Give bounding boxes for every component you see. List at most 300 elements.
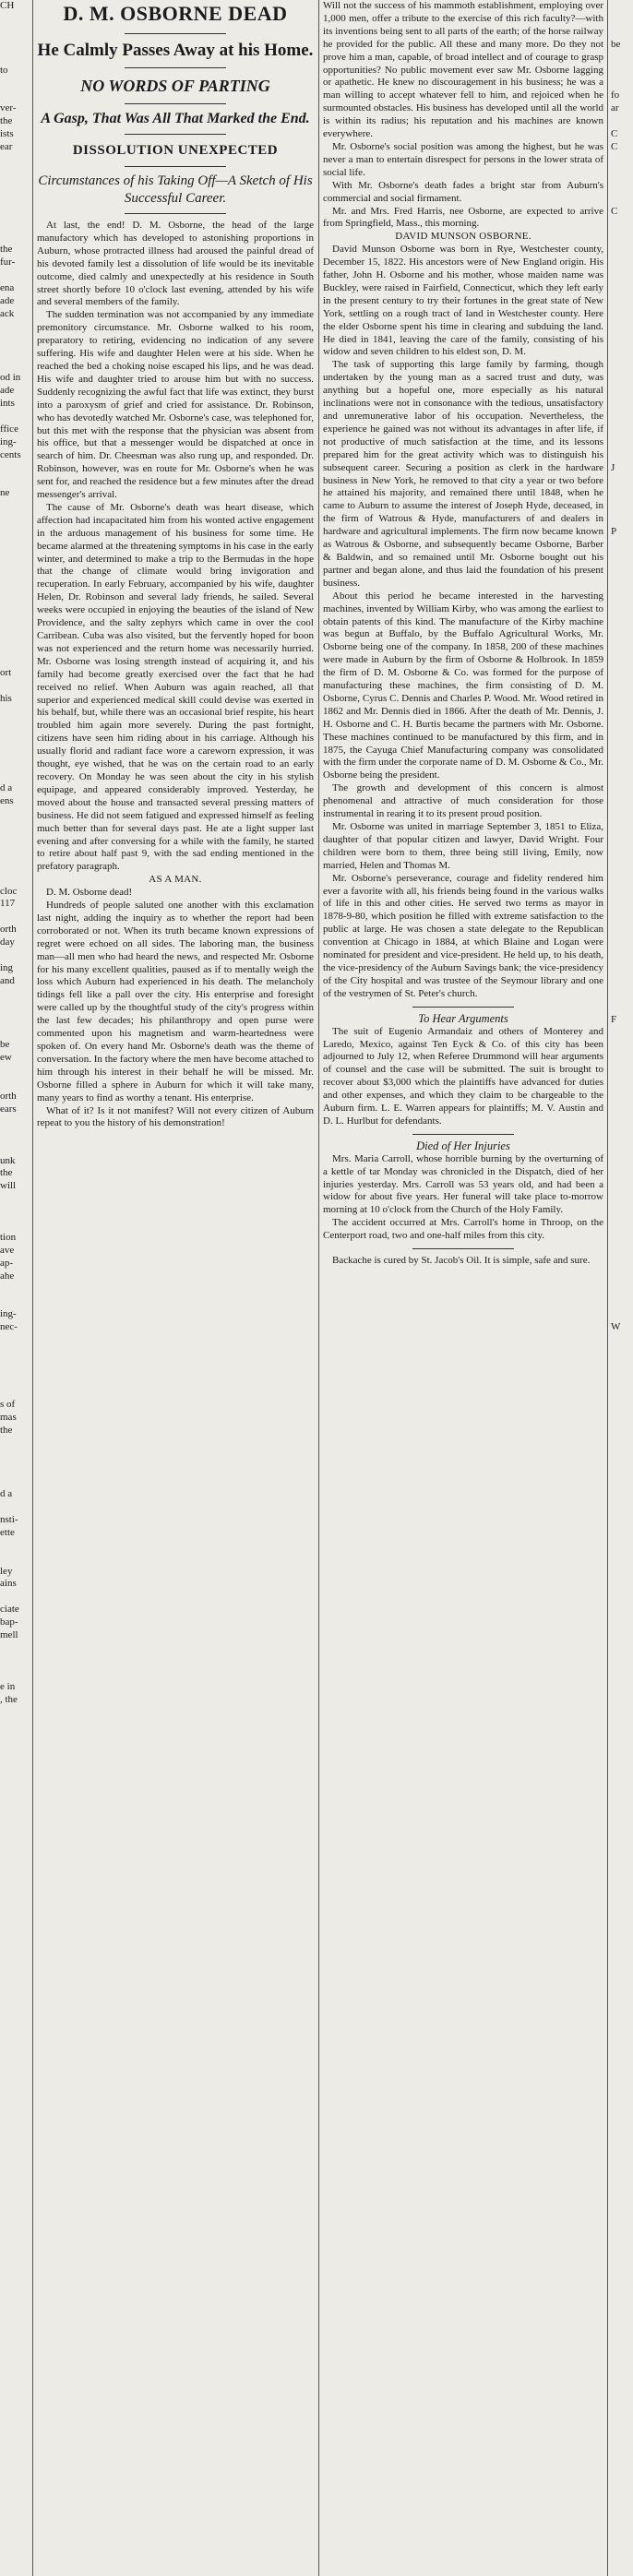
article-paragraph: Mrs. Maria Carroll, whose horrible burning by the overturning of a kettle of tar Monday was chronicled in the Dispatch, died of her injuries yesterday. Mrs. Carroll was 53 years old, and had been a widow for about five years. Her funeral will take place to-morrow morning at 10 o'clock from the Church of the Holy Family. [323, 1152, 603, 1216]
column-fragment [0, 52, 28, 65]
column-fragment [0, 949, 28, 962]
column-fragment: ens [0, 795, 14, 807]
column-fragment: ade [0, 385, 15, 397]
column-fragment [0, 13, 28, 26]
column-fragment [611, 808, 633, 821]
column-fragment: the [0, 115, 13, 127]
column-fragment [0, 860, 28, 873]
column-fragment: bap- [0, 1616, 18, 1628]
deck-divider [125, 213, 226, 214]
column-fragment [611, 1180, 633, 1193]
column-fragment [611, 26, 633, 39]
column-fragment: d a [0, 1488, 13, 1500]
column-fragment [0, 1540, 28, 1553]
column-fragment: tion [0, 1232, 17, 1243]
column-fragment [611, 1258, 633, 1270]
column-fragment [611, 706, 633, 719]
column-fragment [0, 603, 28, 616]
column-fragment: ap- [0, 1257, 14, 1269]
column-fragment [611, 962, 633, 975]
column-fragment [611, 667, 633, 680]
column-fragment [611, 167, 633, 180]
column-fragment [611, 578, 633, 590]
column-fragment [0, 1475, 28, 1488]
column-fragment [0, 641, 28, 654]
column-fragment [0, 193, 28, 206]
column-fragment [611, 719, 633, 732]
column-fragment: ne [0, 487, 10, 499]
column-fragment [611, 782, 633, 795]
column-fragment: unk [0, 1154, 16, 1166]
column-fragment [0, 206, 28, 219]
column-fragment [0, 269, 28, 282]
column-fragment [611, 1373, 633, 1386]
column-fragment [0, 654, 28, 667]
deck-divider [125, 166, 226, 167]
column-fragment [0, 1283, 28, 1296]
column-fragment [611, 949, 633, 962]
column-fragment [611, 616, 633, 629]
column-fragment: to [0, 64, 8, 76]
column-fragment [0, 1219, 28, 1232]
article-paragraph: At last, the end! D. M. Osborne, the head of the large manufactory which has developed to astonishing proportions in Auburn, whose protracted illness had aroused the painful dread of his devoted family lest a dissolution of life would be its inevitable outcome, died calmly and unexpectedly at his residence in South street shortly before 10 o'clock last evening, attended by his wife and several members of the family. [37, 220, 314, 308]
column-fragment: d a [0, 782, 13, 794]
column-fragment [0, 1129, 28, 1142]
column-rule [607, 0, 608, 2576]
column-fragment [611, 115, 633, 128]
column-fragment: the [0, 1424, 13, 1436]
column-fragment [611, 911, 633, 924]
deck-a-gasp: A Gasp, That Was All That Marked the End. [41, 111, 310, 126]
column-fragment: day [0, 936, 15, 948]
article-paragraph: About this period he became interested in the harvesting machines, invented by William Kirby, who was among the earliest to obtain patents of this kind. The manufacture of the Kirby machine was begun at Buffalo, by the Buffalo Agricultural Works, Mr. Osborne being one of the company. In 1858, 200 of these machines were made in Auburn by the firm of Osborne & Holbrook. In 1859 the firm of D. M. Osborne & Co. was formed for the purpose of manufacturing these machines, the firm consisting of D. M. Osborne, Cyrus C. Dennis and Charles P. Wood. Mr. Wood retired in 1862 and Mr. Dennis died in 1866. After the death of Mr. Dennis, J. H. Osborne and C. H. Burtis became the partners with Mr. Osborne. These machines continued to be manufactured by this firm, and in 1875, the Cayuga Chief Manufacturing company was consolidated with the firm under the corporate name of D. M. Osborne & Co., Mr. Osborne being the president. [323, 590, 603, 781]
column-fragment [0, 1386, 28, 1399]
column-fragment [0, 1437, 28, 1450]
column-fragment [611, 513, 633, 526]
column-fragment [611, 1193, 633, 1206]
column-fragment [611, 590, 633, 603]
column-fragment [611, 180, 633, 193]
column-fragment: CH [0, 0, 15, 11]
column-fragment: fo [611, 89, 620, 101]
column-fragment [0, 1719, 28, 1732]
column-fragment [611, 1129, 633, 1142]
column-fragment: the [0, 1167, 13, 1179]
column-fragment [611, 1386, 633, 1399]
column-fragment [0, 1027, 28, 1040]
column-fragment: ains [0, 1578, 17, 1590]
column-fragment [0, 1116, 28, 1129]
column-fragment [611, 449, 633, 462]
column-fragment [0, 821, 28, 834]
column-fragment [611, 359, 633, 372]
column-fragment [0, 1668, 28, 1681]
column-fragment [611, 757, 633, 769]
column-fragment [0, 847, 28, 860]
column-fragment: cloc [0, 885, 18, 897]
column-fragment [0, 757, 28, 769]
column-fragment [0, 988, 28, 1001]
article-paragraph: Hundreds of people saluted one another with this exclamation last night, adding the inquiry as to whether the report had been corroborated or not. When its truth became known expressions of regret were echoed on all sides. The laboring man, the business man—all men who had heard the news, and respected Mr. Osborne for his many excellent qualities, paused as if to mentally weigh the loss which Auburn had experienced in his death. The melancholy tidings fell like a pall over the city. His enterprise and foresight were called up by the thoughtful study of the city's progress within the last few decades; his philanthropy and open purse were commented upon his magnetism and warm-heartedness were spoken of. On every hand Mr. Osborne's death was the theme of conversation. In the factory where the men have become attached to him through his interest in their behalf he will be missed. Mr. Osborne filled a sphere in Auburn for which it will take many, many years to find as worthy a tenant. His enterprise. [37, 900, 314, 1103]
column-fragment [611, 282, 633, 295]
article-paragraph: Will not the success of his mammoth establishment, employing over 1,000 men, offer a tribute to the exercise of this rich faculty?—with its inventions being sent to all parts of the earth; of the horse railway he provided for the public. All these and many more. Do they not prove him a man, capable, of broad intellect and of courage to grasp opportunities? No public movement ever saw Mr. Osborne lagging or apathetic. He knew no discouragement in his business; he was a man willing to accept whatever fell to him, and rejoiced when he surmounted obstacles. His business has developed until all the world is within its radius; his reputation and his machines are known everywhere. [323, 0, 603, 140]
column-fragment [611, 1488, 633, 1501]
column-fragment [0, 552, 28, 565]
column-fragment: be [611, 38, 621, 50]
column-fragment [611, 654, 633, 667]
column-fragment: ley [0, 1565, 13, 1577]
column-fragment [0, 539, 28, 552]
column-fragment [0, 745, 28, 757]
deck-no-words: NO WORDS OF PARTING [80, 77, 270, 95]
column-fragment [0, 1642, 28, 1655]
column-fragment [611, 193, 633, 206]
column-fragment [611, 1308, 633, 1321]
column-fragment [611, 308, 633, 321]
column-fragment [611, 411, 633, 423]
column-fragment [611, 436, 633, 449]
column-fragment [611, 1412, 633, 1425]
article-paragraph: David Munson Osborne was born in Rye, Westchester county, December 15, 1822. His ancestors were of New England origin. His father, John H. Osborne and his mother, whose maiden name was Buckley, were raised in Fairfield, Connecticut, which they left early in the present century to try their fortunes in the great state of New York, settling on a rough tract of land in Westchester county. Here the elder Osborne spent his time in clearing and subduing the land. He died in 1841, leaving the care of the family, consisting of his widow and seven children to his eldest son, D. M. [323, 244, 603, 358]
column-fragment [611, 732, 633, 745]
column-fragment [611, 1065, 633, 1078]
column-fragment [611, 244, 633, 256]
column-fragment [0, 167, 28, 180]
article-paragraph: What of it? Is it not manifest? Will not every citizen of Auburn repeat to you the history of his demonstration! [37, 1104, 314, 1129]
column-fragment [611, 924, 633, 936]
column-fragment [0, 911, 28, 924]
column-fragment [611, 231, 633, 244]
column-fragment [611, 603, 633, 616]
column-fragment [0, 1655, 28, 1668]
article-paragraph: D. M. Osborne dead! [46, 887, 133, 899]
column-fragment: mell [0, 1629, 18, 1641]
article-paragraph: Mr. Osborne's social position was among the highest, but he was never a man to entertain disrespect for persons in the lower strata of social life. [323, 140, 603, 178]
column-fragment [0, 411, 28, 423]
column-fragment: ack [0, 307, 15, 319]
column-fragment: and [0, 974, 15, 986]
column-fragment [611, 1360, 633, 1373]
article-column-right [323, 0, 603, 2576]
article-divider [412, 1134, 514, 1135]
column-fragment: ear [0, 140, 13, 152]
column-fragment [611, 423, 633, 436]
column-fragment [0, 462, 28, 475]
column-fragment: s of [0, 1398, 16, 1410]
column-fragment [611, 1347, 633, 1360]
column-fragment [0, 1296, 28, 1309]
subhead-biography: DAVID MUNSON OSBORNE. [395, 231, 531, 243]
column-fragment: C [611, 140, 618, 152]
column-fragment [611, 1039, 633, 1052]
column-fragment: 117 [0, 898, 16, 910]
column-fragment [611, 398, 633, 411]
column-fragment [611, 898, 633, 911]
column-fragment [0, 628, 28, 641]
column-fragment [611, 886, 633, 899]
advertisement-line: Backache is cured by St. Jacob's Oil. It is simple, safe and sure. [332, 1255, 591, 1267]
column-fragment [611, 1566, 633, 1579]
column-fragment [611, 1116, 633, 1129]
article-paragraph: The task of supporting this large family by farming, though undertaken by the young man as a sacred trust and duty, was anything but a hopeful one, more especially as his natural inclinations were not in consonance with the tedious, unsatisfactory and unremunerative labor of his occupation. Nevertheless, the experience he gained was not without its advantages in after life, if not productive of much satisfaction at the time, and its lessons prepared him for the great activity which was to distinguish his subsequent career. Securing a position as clerk in the hardware business in New York, he removed to that city a year or two before he attained his majority, and remained there until 1848, when he came to Auburn to assume the interest of Joseph Hyde, deceased, in the firm of Watrous & Hyde, manufacturers of and dealers in hardware and agricultural implements. The firm now became known as Watrous & Osborne, and subsequently became Osborne, Barber & Baldwin, and so remained until Mr. Osborne bought out his partner and began alone, and thus laid the foundation of his present business. [323, 359, 603, 589]
column-fragment: od in [0, 372, 21, 384]
column-fragment: W [611, 1321, 621, 1333]
column-fragment: ort [0, 667, 12, 679]
column-fragment [611, 475, 633, 488]
column-fragment: ade [0, 294, 15, 306]
column-fragment [611, 372, 633, 385]
headline-divider [125, 33, 226, 34]
column-fragment [611, 1232, 633, 1245]
column-fragment [611, 1052, 633, 1065]
column-fragment: be [0, 1039, 10, 1051]
column-fragment [611, 628, 633, 641]
column-fragment: ciate [0, 1604, 19, 1616]
column-fragment: e in [0, 1680, 16, 1692]
column-fragment [611, 385, 633, 398]
column-fragment: his [0, 692, 12, 704]
column-fragment: ette [0, 1526, 15, 1538]
column-fragment [611, 1283, 633, 1296]
column-fragment: ena [0, 281, 15, 293]
column-fragment [611, 1103, 633, 1116]
column-fragment [611, 1449, 633, 1462]
column-fragment [0, 1193, 28, 1206]
column-fragment [611, 154, 633, 167]
column-fragment: ing [0, 961, 14, 973]
column-fragment [611, 821, 633, 834]
column-fragment [0, 39, 28, 52]
column-fragment [611, 552, 633, 565]
headline: D. M. OSBORNE DEAD [63, 2, 288, 25]
article-paragraph: Mr. and Mrs. Fred Harris, nee Osborne, are expected to arrive from Springfield, Mass., this morning. [323, 205, 603, 230]
column-fragment [611, 1245, 633, 1258]
deck-circumstances: Circumstances of his Taking Off—A Sketch of His Successful Career. [38, 173, 313, 206]
article-divider [412, 1007, 514, 1008]
column-fragment: ing- [0, 435, 17, 447]
article-paragraph: Mr. Osborne's perseverance, courage and fidelity rendered him ever a favorite with all, his friends being found in the various walks of life in this and other cities. He served two terms as mayor in 1878-9-80, which position he filled with extreme satisfaction to the public at large. He was chosen a state delegate to the Republican convention at Chicago in 1884, at which Blaine and Logan were nominated for president and vice-president. He held up, to his death, the vice-presidency of the Auburn Savings bank; the vice-presidency of the City hospital and was trustee of the Seymour library and one of the vestrymen of St. Peter's church. [323, 872, 603, 999]
column-fragment: P [611, 526, 617, 538]
column-fragment [611, 1514, 633, 1527]
column-fragment [0, 769, 28, 782]
column-fragment: ahe [0, 1270, 15, 1282]
column-fragment [611, 1078, 633, 1091]
column-fragment: J [611, 461, 615, 473]
deck-dissolution: DISSOLUTION UNEXPECTED [72, 143, 279, 158]
column-fragment [0, 1449, 28, 1462]
column-fragment [611, 745, 633, 757]
column-fragment [611, 1501, 633, 1514]
column-fragment [0, 590, 28, 603]
column-fragment [611, 795, 633, 808]
column-fragment [0, 706, 28, 719]
column-fragment [0, 1360, 28, 1373]
column-fragment [0, 180, 28, 193]
article-paragraph: The cause of Mr. Osborne's death was heart disease, which affection had incapacitated him from his wonted active engagement in the arduous management of his business for some time. He became alarmed at the threatening symptoms in his case in the early winter, and determined to make a trip to the Bermudas in the hope that the change of climate would bring invigoration and recuperation. In early February, accompanied by his wife, daughter Helen, Dr. Robinson and several lady friends, he sailed. Several weeks were occupied in enjoying the beauties of the island of New Providence, and the salty zephyrs which came in over the cool Carribean. Cuba was also visited, but the fervently hoped for boon was not experienced and the return home was necessarily hurried. Mr. Osborne was losing strength instead of acquiring it, and his family had become greatly exercised over the fact that he had received no relief. When Auburn was again reached, all that superior and experienced medical skill could devise was exerted in his behalf, but, while there was an occasional brief respite, his heart troubled him again more severely. During the past fortnight, citizens have seen him riding about in his carriage. Although his usually florid and radiant face wore a careworn expression, it was thought, eye wished, that he was on the certain road to an early recovery. On Monday he was seen about the city in his stylish equipage, and appeared considerably improved. Yesterday, he moved about the house and transacted several pressing matters of business. He did not seem fatigued and expressed himself as feeling much better than for several days past. He ate a light supper last evening and after conversing for a while with the family, he started to retire about half past 9, with the sad ending mentioned in the prefatory paragraph. [37, 501, 314, 873]
column-fragment [611, 0, 633, 13]
deck-divider [125, 134, 226, 135]
article-paragraph: With Mr. Osborne's death fades a bright star from Auburn's commercial and social firmament. [323, 179, 603, 204]
column-fragment: ists [0, 128, 14, 140]
right-column-strip [611, 0, 633, 2576]
column-fragment: the [0, 244, 13, 256]
column-fragment [0, 77, 28, 89]
column-fragment [0, 1206, 28, 1219]
column-fragment [611, 52, 633, 65]
column-fragment [0, 334, 28, 347]
column-fragment [611, 1001, 633, 1014]
column-fragment [611, 334, 633, 347]
column-fragment: orth [0, 1091, 17, 1103]
article-divider [412, 1248, 514, 1249]
column-fragment [611, 1399, 633, 1412]
column-fragment [611, 77, 633, 89]
article-paragraph: The suit of Eugenio Armandaiz and others of Monterey and Laredo, Mexico, against Ten Eyck & Co. of this city has been adjourned to July 12, when Referee Drummond will hear arguments of counsel and the case will be submitted. The suit is brought to recover about $3,000 which the plaintiffs have advanced for duties and other expenses, and which they claim to be chargeable to the Auburn firm. L. E. Warren appears for plaintiffs; M. V. Austin and D. L. Hurlbut for defendants. [323, 1025, 603, 1127]
column-fragment: , the [0, 1693, 18, 1705]
deck-divider [125, 67, 226, 68]
column-fragment: C [611, 205, 618, 217]
column-fragment [0, 321, 28, 334]
column-fragment [611, 269, 633, 282]
column-fragment [0, 218, 28, 231]
column-fragment: ew [0, 1052, 12, 1064]
column-fragment [611, 1270, 633, 1283]
column-fragment [0, 89, 28, 102]
column-fragment [0, 1373, 28, 1386]
column-fragment [611, 256, 633, 269]
column-fragment [0, 154, 28, 167]
column-fragment [0, 808, 28, 821]
column-fragment: nec- [0, 1321, 18, 1333]
column-fragment [611, 641, 633, 654]
column-fragment [0, 1001, 28, 1014]
column-fragment: F [611, 1013, 617, 1025]
column-fragment [611, 218, 633, 231]
column-fragment [611, 321, 633, 334]
column-fragment [0, 1501, 28, 1514]
left-column-strip [0, 0, 28, 2576]
column-fragment [0, 526, 28, 539]
column-fragment [0, 834, 28, 847]
article-paragraph: The sudden termination was not accompanied by any immediate premonitory circumstance. Mr. Osborne walked to his room, preparatory to retiring, evidencing no indication of any severe suffering. His wife and daughter Helen were at his side. When he reached the bed a choking noise escaped his lips, and he was dead. His wife and daughter tried to arouse him but with no success. Suddenly recognizing the awful fact that life was extinct, they burst into a paroxysm of grief and cried for assistance. Dr. Robinson, who has devotedly watched Mr. Osborne's case, was telephoned for, but this met with the response that the physician was absent from his office, but that a messenger would be dispatched at once in search of him. Dr. Cheesman was also rung up, and responded. Dr. Robinson, however, was en route for Mr. Osborne's when he was sent for, and reached the residence but a few minutes after the dread messenger's arrival. [37, 309, 314, 501]
column-fragment: ing- [0, 1308, 17, 1320]
column-fragment: ints [0, 398, 15, 410]
column-fragment [611, 487, 633, 500]
column-fragment: orth [0, 924, 17, 936]
column-fragment [0, 1334, 28, 1347]
column-fragment [611, 693, 633, 706]
column-fragment [0, 1065, 28, 1078]
column-fragment [0, 680, 28, 693]
column-fragment [611, 769, 633, 782]
column-fragment [611, 1296, 633, 1309]
column-fragment [611, 500, 633, 513]
column-fragment [0, 873, 28, 886]
article-paragraph: Mr. Osborne was united in marriage September 3, 1851 to Eliza, daughter of that popular citizen and lawyer, David Wright. Four children were born to them, three being still living, Emily, now married, Helen and Thomas M. [323, 821, 603, 871]
column-fragment [611, 834, 633, 847]
column-fragment: cents [0, 448, 21, 460]
column-fragment [0, 1462, 28, 1475]
column-fragment: C [611, 128, 618, 140]
column-fragment: ver- [0, 102, 17, 114]
article-paragraph: The growth and development of this concern is almost phenomenal and attractive of much consideration for those instrumental in rearing it to its present proud position. [323, 782, 603, 820]
column-fragment [0, 578, 28, 590]
column-fragment [611, 975, 633, 988]
column-fragment [611, 1206, 633, 1219]
column-fragment [0, 26, 28, 39]
column-fragment: ave [0, 1244, 15, 1256]
column-fragment [611, 936, 633, 949]
column-fragment [611, 1334, 633, 1347]
column-fragment [611, 1437, 633, 1450]
column-fragment [0, 346, 28, 359]
column-fragment: nsti- [0, 1513, 18, 1525]
column-fragment [611, 873, 633, 886]
column-fragment [0, 719, 28, 732]
column-fragment [0, 565, 28, 578]
column-fragment [0, 1553, 28, 1566]
column-fragment [611, 1553, 633, 1566]
column-fragment [611, 1155, 633, 1168]
column-fragment [611, 65, 633, 78]
column-fragment [611, 1142, 633, 1155]
column-fragment [611, 13, 633, 26]
column-fragment [0, 1014, 28, 1027]
column-fragment [611, 1475, 633, 1488]
column-fragment: will [0, 1180, 17, 1192]
article-column-left [37, 0, 314, 2576]
column-fragment [611, 1540, 633, 1553]
column-fragment [0, 1142, 28, 1155]
column-fragment [611, 1462, 633, 1475]
column-rule [318, 0, 319, 2576]
column-fragment: ears [0, 1103, 17, 1115]
column-fragment [0, 513, 28, 526]
column-fragment [611, 1167, 633, 1180]
column-fragment: fur- [0, 256, 16, 268]
column-fragment [611, 295, 633, 308]
column-fragment [611, 1425, 633, 1437]
column-fragment [0, 1347, 28, 1360]
subhead-died-of-injuries: Died of Her Injuries [416, 1139, 510, 1152]
column-fragment [611, 1219, 633, 1232]
column-fragment [0, 616, 28, 629]
column-fragment [611, 860, 633, 873]
column-fragment [0, 359, 28, 372]
column-fragment [611, 539, 633, 552]
column-fragment [0, 1707, 28, 1720]
column-fragment [611, 847, 633, 860]
deck-calmly-passes: He Calmly Passes Away at his Home. [37, 41, 314, 60]
column-fragment [611, 1091, 633, 1103]
subhead-to-hear-arguments: To Hear Arguments [418, 1011, 508, 1025]
column-fragment [611, 346, 633, 359]
column-fragment [611, 988, 633, 1001]
column-fragment [611, 1027, 633, 1040]
subhead-as-a-man: AS A MAN. [149, 874, 202, 886]
column-fragment [0, 732, 28, 745]
column-fragment [0, 1078, 28, 1091]
column-fragment [611, 565, 633, 578]
deck-divider [125, 103, 226, 104]
column-fragment: ffice [0, 423, 18, 435]
column-fragment [611, 680, 633, 693]
article-paragraph: The accident occurred at Mrs. Carroll's home in Throop, on the Centerport road, two and one-half miles from this city. [323, 1217, 603, 1242]
column-rule [32, 0, 33, 2576]
column-fragment [0, 475, 28, 488]
column-fragment [0, 231, 28, 244]
column-fragment: mas [0, 1411, 17, 1423]
